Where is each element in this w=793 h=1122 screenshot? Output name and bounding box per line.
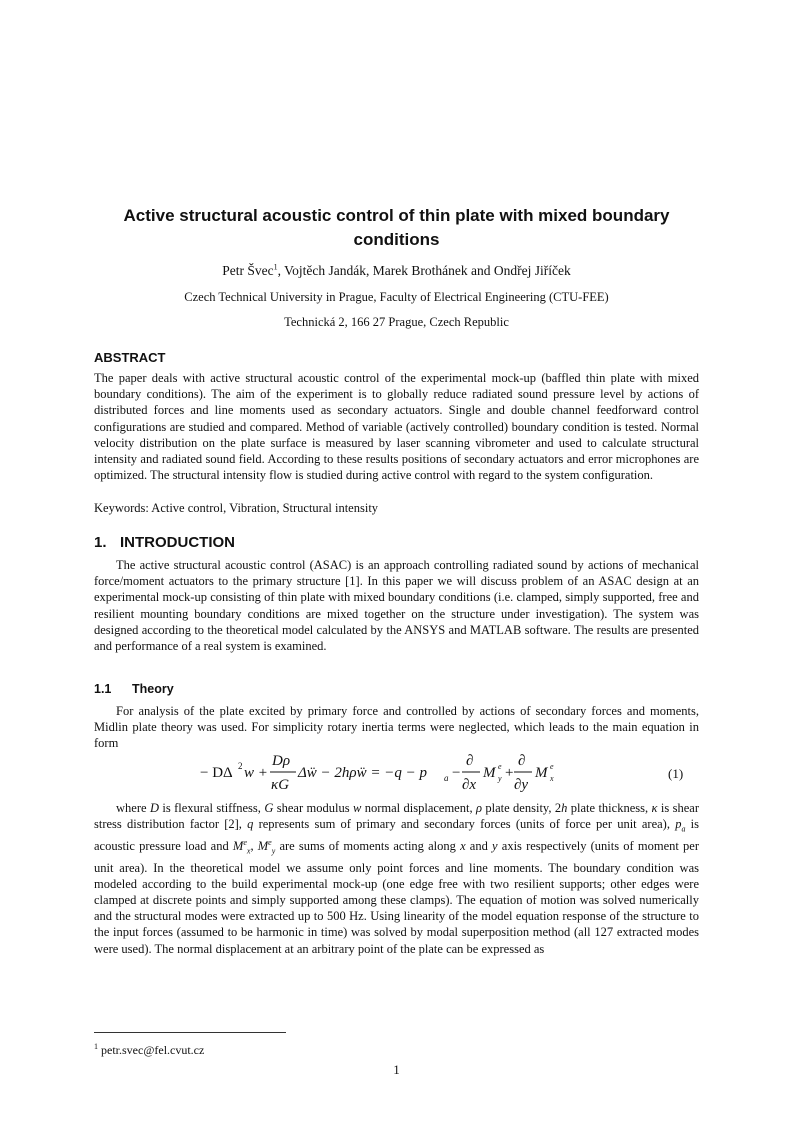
- eq-sub-a: a: [444, 773, 449, 783]
- eq-lhs-start: − DΔ: [200, 765, 233, 781]
- author-rest: , Vojtěch Jandák, Marek Brothánek and Ondřej Jiříček: [277, 263, 571, 278]
- abstract-text: The paper deals with active structural acoustic control of the experimental mock-up (baffled thin plate with mixed boundary conditions). The aim of the experiment is to globally reduce radiated sound pressure level by actions of distributed forces and line moments used as secondary actuators. Single and double channel feedforward control configurations are studied and compared. Method of variable (actively controlled) boundary condition is tested. Normal velocity distribution on the plate surface is measured by laser scanning vibrometer and used to calculate structural intensity and radiated sound field. According to these results positions of secondary actuators and error microphones are optimized. The structural intensity flow is studied during active control with regard to the system configuration.: [94, 371, 699, 483]
- eq-frac1-num: Dρ: [272, 753, 291, 769]
- section-title: INTRODUCTION: [120, 534, 235, 551]
- eq-minus: −: [452, 765, 461, 781]
- eq-M-y: M: [483, 765, 496, 781]
- section-number: 1.: [94, 534, 107, 551]
- eq-partial-2: ∂: [518, 753, 526, 769]
- eq-partial-1: ∂: [466, 753, 474, 769]
- paper-title: Active structural acoustic control of thin plate with mixed boundary conditions: [123, 206, 670, 249]
- introduction-text: The active structural acoustic control (ASAC) is an approach controlling radiated sound by actions of mechanical force/moment actuators to the primary structure [1]. In this paper we will discuss problem of an ASAC design at an experimental mock-up consisting of thin plate with mixed boundary conditions (i.e. clamped, simply supported, free and resilient mounting boundary conditions are mixed together on the structure under investigation). The system was designed according to the theoretical model calculated by the ANSYS and MATLAB software. The results are presented and performance of a real system is examined.: [94, 558, 699, 654]
- eq-dy: ∂y: [514, 777, 529, 793]
- footnote-email: petr.svec@fel.cvut.cz: [98, 1043, 205, 1057]
- eq-sub-y: y: [498, 774, 502, 783]
- footnote-marker: 1: [273, 262, 278, 272]
- equation-number: (1): [668, 766, 684, 781]
- subsection-heading-theory: [94, 682, 174, 696]
- eq-sup-e-2: e: [550, 762, 554, 771]
- eq-main-term: Δẅ − 2hρẅ = −q − p: [298, 765, 428, 781]
- eq-dx: ∂x: [462, 777, 477, 793]
- footnote-divider: [94, 1032, 286, 1033]
- address: Technická 2, 166 27 Prague, Czech Republic: [284, 315, 509, 329]
- eq-M-x: M: [535, 765, 548, 781]
- affiliation: Czech Technical University in Prague, Faculty of Electrical Engineering (CTU-FEE): [184, 290, 609, 304]
- abstract-heading: ABSTRACT: [94, 350, 166, 365]
- equation-1: [200, 750, 560, 794]
- author-first: Petr Švec: [222, 263, 274, 278]
- subsection-title: Theory: [132, 682, 174, 696]
- eq-square: 2: [238, 761, 243, 771]
- theory-text: For analysis of the plate excited by primary force and controlled by actions of secondary forces and moments, Midlin plate theory was used. For simplicity rotary inertia terms were neglected, which leads to the main equation in form: [94, 704, 699, 751]
- author-list: [80, 263, 713, 279]
- footnote-mark: 1: [94, 1042, 98, 1051]
- eq-sub-x: x: [550, 774, 554, 783]
- keywords: Keywords: Active control, Vibration, Structural intensity: [94, 501, 379, 515]
- eq-w-term: w +: [244, 765, 268, 781]
- section-heading-introduction: [94, 534, 235, 551]
- page-number: 1: [393, 1062, 400, 1077]
- subsection-number: 1.1: [94, 682, 112, 696]
- eq-frac1-den: κG: [271, 777, 290, 793]
- variables-text: where D is flexural stiffness, G shear modulus w normal displacement, ρ plate density, 2h plate thickness, κ is shear stress distribution factor [2], q represents sum of primary and secondary forces (units of force per unit area), $p_a$ is acoustic pressure load and $M^e_x$, $M^e_y$ are sums of moments acting along x and y axis respectively (units of moment per unit area). In the theoretical model we assume only point forces and line moments. The boundary condition was modeled according to the build experimental mock-up (one edge free with two resilient supports; other edges were clamped at discrete points and simply supported among these clamps). The equation of motion was solved numerically and the structural modes were extracted up to 500 Hz. Using linearity of the model equation response of the structure to the input forces (assumed to be harmonic in time) was solved by modal superposition method (all 127 extracted modes were used). The normal displacement at an arbitrary point of the plate can be expressed as: [94, 801, 699, 956]
- footnote: [94, 1043, 204, 1058]
- eq-sup-e-1: e: [498, 762, 502, 771]
- eq-plus: +: [505, 765, 514, 781]
